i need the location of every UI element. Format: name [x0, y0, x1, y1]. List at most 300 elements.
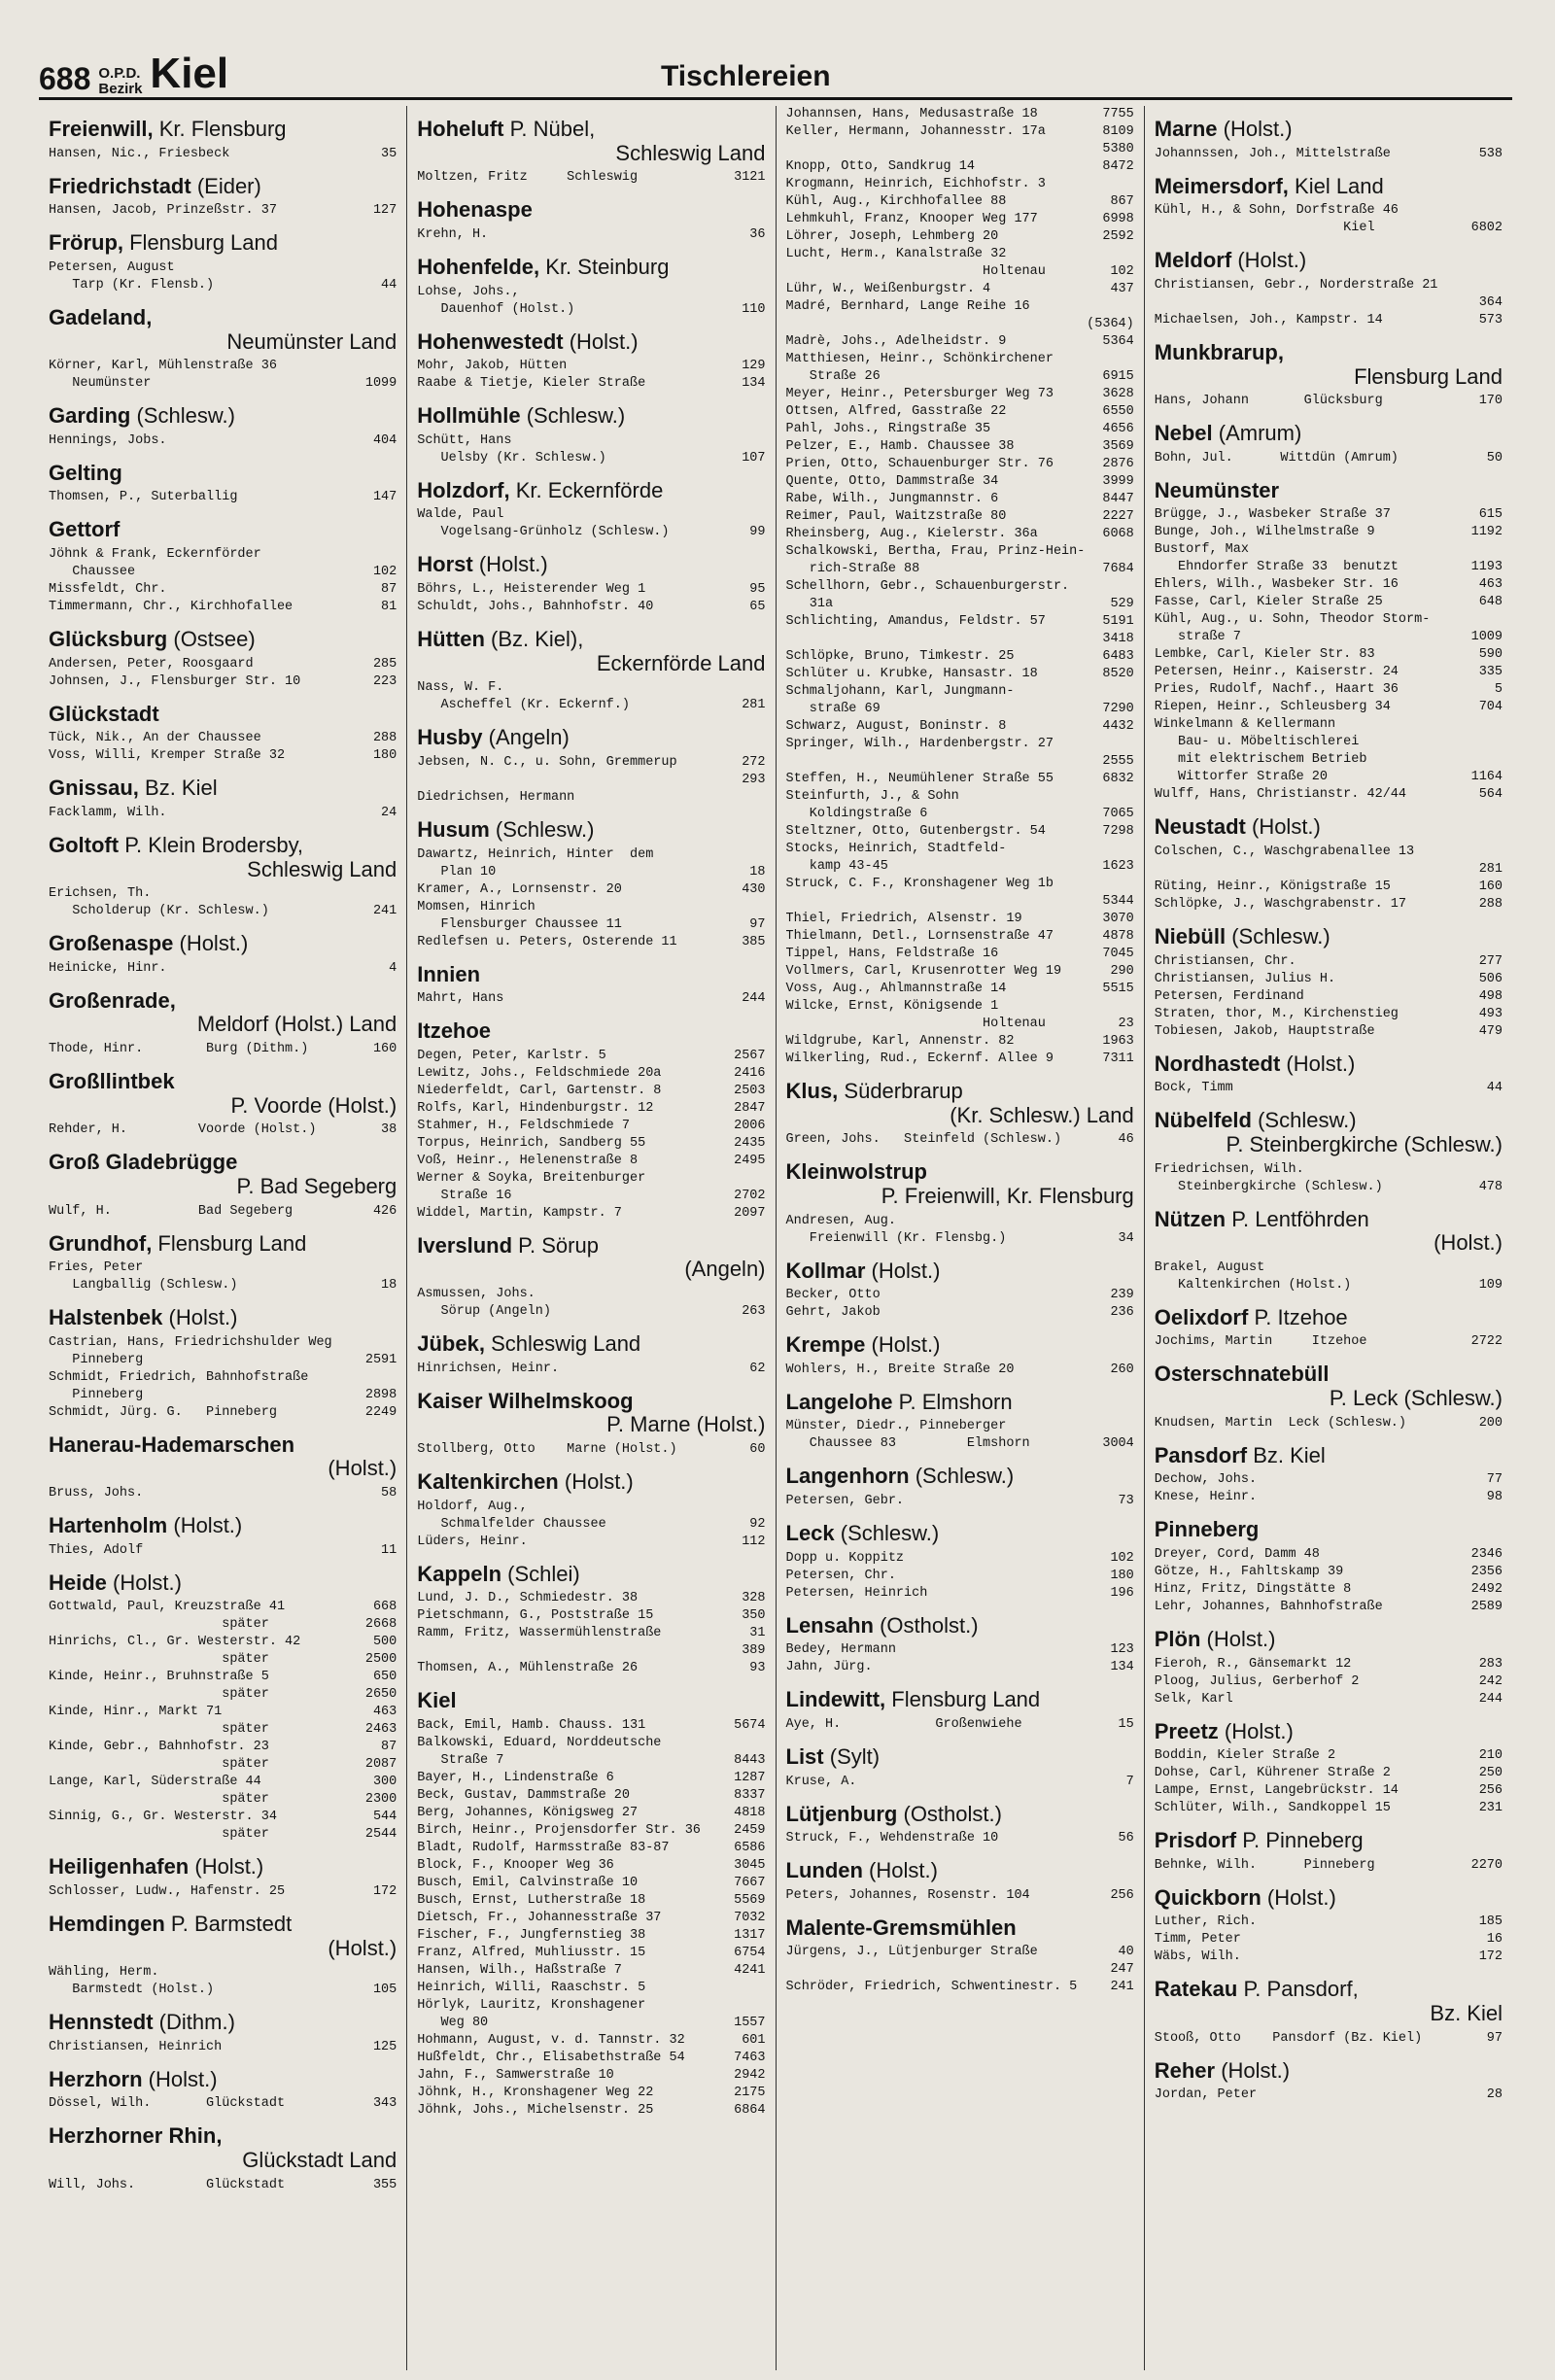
directory-entry — [417, 1980, 765, 1997]
location-heading — [786, 1522, 1134, 1546]
directory-entry — [786, 421, 1134, 438]
phone-number: 4878 — [1102, 929, 1134, 944]
location-name: Hohenaspe — [417, 197, 533, 223]
location-name: Hartenholm — [49, 1513, 168, 1537]
location-name: Jübek, — [417, 1331, 485, 1356]
entry-text: Neumünster — [49, 376, 152, 392]
entry-text: Kinde, Hinr., Markt 71 — [49, 1705, 223, 1720]
location-name: Glückstadt — [49, 701, 159, 726]
phone-number: 6483 — [1102, 649, 1134, 664]
directory-entry — [49, 903, 397, 920]
directory-entry — [417, 2085, 765, 2102]
directory-entry — [1155, 294, 1503, 312]
entry-text: Ehndorfer Straße 33 benutzt — [1154, 560, 1399, 575]
phone-number: 300 — [372, 1775, 397, 1790]
directory-entry — [1155, 1765, 1503, 1782]
location-qualifier: (Holst.) — [862, 1858, 938, 1883]
location-name: Gelting — [49, 460, 122, 485]
entry-text: Dawartz, Heinrich, Hinter dem — [417, 846, 654, 862]
directory-entry — [786, 701, 1134, 718]
phone-number: 7463 — [734, 2050, 766, 2065]
directory-entry — [786, 141, 1134, 158]
phone-number: 650 — [372, 1670, 397, 1685]
location-qualifier-line2: P. Marne (Holst.) — [606, 1412, 766, 1437]
entry-text: Ascheffel (Kr. Eckernf.) — [417, 698, 630, 713]
location-heading — [1155, 1306, 1503, 1330]
location-qualifier: (Holst.) — [142, 2066, 218, 2091]
location-name: Itzehoe — [417, 1018, 492, 1044]
location-heading — [1155, 1052, 1503, 1077]
entry-text: Riepen, Heinr., Schleusberg 34 — [1154, 700, 1391, 715]
phone-number: 3045 — [734, 1857, 766, 1873]
entry-text: Bunge, Joh., Wilhelmstraße 9 — [1154, 525, 1375, 540]
phone-number: 44 — [1486, 1081, 1503, 1096]
phone-number: 7 — [1125, 1774, 1134, 1789]
entry-text: Petersen, Heinrich — [785, 1585, 928, 1601]
phone-number: 2416 — [734, 1065, 766, 1081]
directory-entry — [786, 543, 1134, 561]
location-name: Heide — [49, 1569, 107, 1595]
directory-entry — [49, 1739, 397, 1756]
phone-number: 7311 — [1102, 1052, 1134, 1066]
directory-entry — [49, 1809, 397, 1826]
entry-text: Dohse, Carl, Kührener Straße 2 — [1154, 1766, 1391, 1781]
location-qualifier: Flensburg Land — [885, 1687, 1041, 1712]
directory-entry — [1155, 786, 1503, 804]
directory-entry — [417, 1083, 765, 1100]
location-heading — [417, 198, 765, 223]
directory-entry — [786, 946, 1134, 963]
location-qualifier-line2: P. Freienwill, Kr. Flensburg — [881, 1183, 1134, 1208]
phone-number: 6754 — [734, 1945, 766, 1960]
phone-number: 2668 — [364, 1617, 397, 1633]
phone-number: 4241 — [734, 1962, 766, 1978]
location-heading — [49, 1151, 397, 1198]
directory-entry — [1155, 1857, 1503, 1875]
location-name: Lensahn — [785, 1612, 874, 1638]
location-qualifier: Bz. Kiel — [1247, 1442, 1326, 1467]
directory-entry — [786, 1887, 1134, 1905]
directory-entry — [1155, 277, 1503, 294]
location-qualifier: (Schlesw.) — [130, 403, 235, 429]
phone-number: 110 — [742, 301, 766, 317]
entry-text: Steltzner, Otto, Gutenbergstr. 54 — [785, 824, 1046, 839]
phone-number: 2495 — [734, 1153, 766, 1168]
directory-entry — [786, 1979, 1134, 1996]
entry-text: Jochims, Martin Itzehoe — [1154, 1334, 1367, 1350]
location-qualifier: P. Lentföhrden — [1226, 1206, 1369, 1231]
location-heading — [49, 1306, 397, 1330]
directory-entry — [417, 2050, 765, 2067]
directory-entry — [417, 1892, 765, 1910]
directory-entry — [1155, 1656, 1503, 1673]
directory-entry — [786, 386, 1134, 403]
directory-entry — [786, 631, 1134, 648]
location-qualifier-line2: (Angeln) — [684, 1257, 766, 1282]
entry-text: Lange, Karl, Süderstraße 44 — [49, 1775, 261, 1790]
location-heading — [417, 330, 765, 355]
directory-entry — [417, 1997, 765, 2015]
directory-entry — [786, 333, 1134, 351]
phone-number: 263 — [742, 1304, 766, 1319]
phone-number: 11 — [381, 1542, 397, 1558]
entry-text: Dietsch, Fr., Johannesstraße 37 — [417, 1910, 662, 1925]
entry-text: Dopp u. Koppitz — [785, 1550, 905, 1566]
phone-number: 35 — [381, 146, 397, 161]
directory-entry — [786, 1641, 1134, 1659]
entry-text: Fasse, Carl, Kieler Straße 25 — [1154, 595, 1383, 610]
entry-text: Pietschmann, G., Poststraße 15 — [417, 1608, 654, 1624]
location-heading — [1155, 1109, 1503, 1156]
location-qualifier: Kr. Steinburg — [539, 254, 670, 279]
phone-number: 288 — [1478, 897, 1503, 912]
location-name: Kaiser Wilhelmskoog — [417, 1388, 634, 1413]
location-heading — [49, 1433, 397, 1481]
location-qualifier: (Angeln) — [482, 725, 570, 750]
phone-number: 196 — [1110, 1585, 1134, 1601]
entry-text: Kiel — [1154, 221, 1375, 236]
directory-entry — [786, 298, 1134, 316]
location-name: Lindewitt, — [785, 1687, 886, 1712]
directory-entry — [417, 1048, 765, 1065]
entry-text: Hinrichs, Cl., Gr. Westerstr. 42 — [49, 1635, 301, 1650]
phone-number: 40 — [1118, 1945, 1134, 1960]
location-name: Klus, — [785, 1079, 839, 1103]
phone-number: 285 — [372, 656, 397, 672]
entry-text: Bohn, Jul. Wittdün (Amrum) — [1154, 450, 1399, 466]
entry-text: Schlichting, Amandus, Feldstr. 57 — [785, 614, 1046, 629]
phone-number: 23 — [1118, 1017, 1134, 1031]
location-qualifier: (Holst.) — [1217, 117, 1293, 141]
phone-number: 529 — [1110, 597, 1134, 611]
entry-text: Gottwald, Paul, Kreuzstraße 41 — [49, 1600, 286, 1615]
entry-text: Busch, Ernst, Lutherstraße 18 — [417, 1892, 646, 1908]
phone-number: 28 — [1486, 2087, 1503, 2103]
location-qualifier: (Holst.) — [1261, 1884, 1336, 1910]
directory-entry — [49, 1599, 397, 1616]
location-name: Kaltenkirchen — [417, 1468, 559, 1494]
phone-number: 8337 — [734, 1787, 766, 1803]
directory-entry — [49, 805, 397, 822]
phone-number: 98 — [1486, 1490, 1503, 1505]
entry-text: Stahmer, H., Feldschmiede 7 — [417, 1118, 630, 1133]
entry-text: Krogmann, Heinrich, Eichhofstr. 3 — [785, 177, 1046, 191]
directory-entry — [417, 599, 765, 616]
phone-number: 5191 — [1102, 614, 1134, 629]
phone-number: 2459 — [734, 1822, 766, 1838]
entry-text: Lampe, Ernst, Langebrückstr. 14 — [1154, 1783, 1399, 1799]
phone-number: 437 — [1110, 282, 1134, 296]
location-heading — [1155, 925, 1503, 949]
location-name: Leck — [785, 1521, 835, 1545]
location-heading — [417, 1234, 765, 1282]
location-qualifier-line2: (Holst.) — [328, 1935, 397, 1960]
directory-entry — [417, 226, 765, 244]
directory-entry — [1155, 734, 1503, 751]
location-heading — [1155, 118, 1503, 142]
phone-number: 3070 — [1102, 912, 1134, 926]
phone-number: 293 — [742, 772, 766, 787]
location-qualifier-line2: Schleswig Land — [247, 856, 397, 881]
directory-entry — [786, 1213, 1134, 1230]
entry-text: Steffen, H., Neumühlener Straße 55 — [785, 772, 1054, 786]
directory-entry — [49, 1041, 397, 1058]
phone-number: 239 — [1110, 1288, 1134, 1303]
entry-text: Luther, Rich. — [1154, 1914, 1258, 1930]
directory-entry — [417, 1153, 765, 1170]
entry-text: Uelsby (Kr. Schlesw.) — [417, 450, 606, 466]
location-heading — [417, 479, 765, 503]
entry-text: Wittorfer Straße 20 — [1154, 770, 1328, 785]
location-name: Preetz — [1154, 1718, 1219, 1743]
directory-entry — [1155, 1006, 1503, 1023]
location-heading — [49, 1514, 397, 1538]
phone-number: 6550 — [1102, 404, 1134, 419]
directory-entry — [786, 1418, 1134, 1435]
entry-text: Bock, Timm — [1154, 1081, 1233, 1096]
entry-text: Schwarz, August, Boninstr. 8 — [785, 719, 1007, 734]
directory-entry — [49, 730, 397, 747]
directory-entry — [1155, 1691, 1503, 1708]
entry-text: Nass, W. F. — [417, 680, 504, 696]
directory-entry — [786, 473, 1134, 491]
location-name: Gettorf — [49, 517, 121, 542]
entry-text: Green, Johs. Steinfeld (Schlesw.) — [785, 1132, 1062, 1148]
location-heading — [417, 963, 765, 987]
entry-text — [1155, 294, 1473, 312]
phone-number: 1193 — [1470, 560, 1503, 575]
directory-entry — [1155, 1599, 1503, 1616]
entry-text: Chaussee — [49, 565, 136, 579]
directory-entry — [49, 885, 397, 903]
phone-number: 31 — [749, 1626, 766, 1641]
location-heading — [1155, 422, 1503, 446]
phone-number: 389 — [742, 1643, 766, 1659]
location-name: Hohenfelde, — [417, 254, 540, 279]
phone-number: 87 — [381, 1740, 397, 1755]
phone-number: 160 — [372, 1042, 397, 1056]
directory-entry — [417, 1770, 765, 1787]
entry-text: Balkowski, Eduard, Norddeutsche — [417, 1735, 662, 1750]
directory-entry — [786, 1961, 1134, 1979]
location-name: Goltoft — [49, 832, 120, 857]
location-name: Iverslund — [417, 1232, 513, 1258]
directory-entry — [786, 1493, 1134, 1510]
location-qualifier: (Schlesw.) — [909, 1464, 1015, 1489]
entry-text: Freienwill (Kr. Flensbg.) — [785, 1230, 1007, 1246]
phone-number: 4432 — [1102, 719, 1134, 734]
location-qualifier: (Dithm.) — [153, 2010, 235, 2035]
bezirk-label: O.P.D. Bezirk — [98, 65, 143, 97]
location-qualifier-line2: Flensburg Land — [1354, 363, 1503, 389]
location-name: Neumünster — [1154, 477, 1280, 502]
directory-entry — [417, 1303, 765, 1321]
entry-text: Hansen, Jacob, Prinzeßstr. 37 — [49, 203, 277, 219]
directory-entry — [1155, 988, 1503, 1006]
directory-entry — [417, 1962, 765, 1980]
directory-entry — [1155, 1581, 1503, 1599]
phone-number: 36 — [749, 226, 766, 242]
phone-number: 2592 — [1102, 229, 1134, 244]
directory-entry — [49, 146, 397, 163]
directory-entry — [417, 1717, 765, 1735]
phone-number: 44 — [381, 277, 397, 293]
directory-entry — [417, 2032, 765, 2050]
location-heading — [1155, 1362, 1503, 1410]
phone-number: 2175 — [734, 2085, 766, 2100]
phone-number: 404 — [372, 432, 397, 448]
phone-number: 601 — [742, 2032, 766, 2048]
phone-number: 105 — [372, 1983, 397, 1998]
entry-text: Hinrichsen, Heinr. — [417, 1361, 560, 1376]
entry-text: Torpus, Heinrich, Sandberg 55 — [417, 1135, 646, 1151]
directory-entry — [49, 1669, 397, 1686]
phone-number: 200 — [1478, 1415, 1503, 1431]
phone-number: 65 — [749, 600, 766, 614]
directory-entry — [786, 228, 1134, 246]
directory-entry — [1155, 594, 1503, 611]
directory-entry — [786, 613, 1134, 631]
directory-entry — [417, 772, 765, 789]
location-qualifier: (Holst.) — [472, 552, 548, 577]
location-heading — [417, 404, 765, 429]
entry-text: Wähling, Herm. — [49, 1965, 159, 1981]
location-qualifier: P. Pinneberg — [1236, 1828, 1364, 1853]
location-heading — [49, 2011, 397, 2035]
directory-entry — [49, 277, 397, 294]
location-name: Lunden — [785, 1858, 863, 1883]
entry-text: später — [49, 1757, 269, 1773]
entry-text: Jordan, Peter — [1154, 2087, 1258, 2103]
location-heading — [417, 1390, 765, 1437]
location-heading — [49, 703, 397, 727]
location-qualifier: (Holst.) — [1200, 1626, 1276, 1651]
entry-text: Asmussen, Johs. — [417, 1287, 536, 1301]
location-name: Holzdorf, — [417, 477, 510, 502]
entry-text: Petersen, August — [49, 259, 175, 275]
entry-text: Christiansen, Heinrich — [49, 2039, 223, 2054]
entry-text: Springer, Wilh., Hardenbergstr. 27 — [785, 737, 1054, 751]
directory-entry — [49, 1774, 397, 1791]
directory-entry — [1155, 1489, 1503, 1506]
phone-number: 283 — [1478, 1656, 1503, 1672]
location-heading — [417, 1563, 765, 1587]
phone-number: 463 — [372, 1705, 397, 1720]
phone-number: 290 — [1110, 964, 1134, 979]
phone-number: 1099 — [364, 376, 397, 392]
phone-number: 2356 — [1470, 1564, 1503, 1579]
location-name: Meldorf — [1154, 248, 1232, 273]
phone-number: 272 — [742, 754, 766, 770]
phone-number: 493 — [1478, 1006, 1503, 1021]
entry-text: Redlefsen u. Peters, Osterende 11 — [417, 934, 677, 949]
entry-text: Pahl, Johs., Ringstraße 35 — [785, 422, 991, 436]
location-qualifier: Kr. Eckernförde — [509, 477, 664, 502]
location-qualifier: (Holst.) — [1218, 1718, 1294, 1743]
entry-text: Knese, Heinr. — [1154, 1490, 1258, 1505]
directory-entry — [1155, 1179, 1503, 1196]
location-qualifier: P. Barmstedt — [164, 1911, 293, 1936]
location-name: Langelohe — [785, 1389, 893, 1414]
phone-number: (5364) — [1087, 317, 1134, 331]
phone-number: 7290 — [1102, 702, 1134, 716]
phone-number: 4 — [389, 960, 397, 976]
phone-number: 5515 — [1102, 982, 1134, 996]
phone-number: 5674 — [734, 1717, 766, 1733]
directory-entry — [1155, 2087, 1503, 2104]
location-qualifier: (Holst.) — [1245, 814, 1321, 840]
entry-text: Knopp, Otto, Sandkrug 14 — [785, 159, 975, 174]
phone-number: 5380 — [1102, 142, 1134, 156]
entry-text — [786, 1961, 1105, 1979]
directory-entry — [786, 683, 1134, 701]
location-qualifier: (Ostholst.) — [897, 1801, 1002, 1826]
directory-entry — [786, 1435, 1134, 1453]
entry-text: Selk, Karl — [1154, 1691, 1233, 1707]
entry-text: Bedey, Hermann — [785, 1642, 896, 1658]
phone-number: 2087 — [364, 1757, 397, 1773]
location-qualifier: (Sylt) — [823, 1743, 881, 1769]
directory-entry — [1155, 971, 1503, 988]
directory-entry — [786, 561, 1134, 578]
entry-text: Ehlers, Wilh., Wasbeker Str. 16 — [1154, 577, 1399, 593]
phone-number: 1164 — [1470, 770, 1503, 785]
phone-number: 426 — [372, 1203, 397, 1219]
location-name: Munkbrarup, — [1154, 339, 1284, 364]
entry-text: Petersen, Chr. — [785, 1568, 896, 1583]
directory-entry — [417, 1787, 765, 1805]
directory-entry — [1155, 202, 1503, 220]
directory-entry — [1155, 1277, 1503, 1294]
location-heading — [49, 306, 397, 354]
directory-entry — [1155, 664, 1503, 681]
location-heading — [49, 1070, 397, 1118]
location-heading — [786, 1333, 1134, 1358]
phone-number: 34 — [1118, 1230, 1134, 1246]
directory-entry — [1155, 1800, 1503, 1817]
location-heading — [786, 1160, 1134, 1208]
directory-entry — [1155, 2030, 1503, 2048]
directory-entry — [417, 1534, 765, 1551]
location-qualifier: (Bz. Kiel), — [484, 627, 584, 651]
directory-entry — [417, 1361, 765, 1378]
location-heading — [417, 118, 765, 165]
phone-number: 134 — [1110, 1660, 1134, 1675]
directory-entry — [786, 771, 1134, 788]
location-qualifier-line2: P. Bad Segeberg — [236, 1173, 397, 1198]
entry-text: Kruse, A. — [785, 1774, 857, 1789]
directory-entry — [786, 841, 1134, 858]
phone-number: 2300 — [364, 1792, 397, 1808]
phone-number: 8109 — [1102, 124, 1134, 139]
directory-entry — [417, 450, 765, 467]
location-qualifier-line2: P. Voorde (Holst.) — [230, 1092, 397, 1118]
location-qualifier: Schleswig Land — [484, 1331, 641, 1356]
directory-entry — [417, 679, 765, 697]
directory-column — [39, 106, 407, 2370]
entry-text: Schmaljohann, Karl, Jungmann- — [785, 684, 1015, 699]
phone-number: 463 — [1478, 577, 1503, 593]
location-name: Oelixdorf — [1154, 1304, 1249, 1329]
directory-entry — [786, 578, 1134, 596]
entry-text: Hohmann, August, v. d. Tannstr. 32 — [417, 2032, 685, 2048]
directory-entry — [49, 1883, 397, 1901]
directory-entry — [786, 858, 1134, 876]
phone-number: 2876 — [1102, 457, 1134, 471]
phone-number: 2555 — [1102, 754, 1134, 769]
directory-entry — [417, 2102, 765, 2120]
location-heading — [417, 1470, 765, 1495]
